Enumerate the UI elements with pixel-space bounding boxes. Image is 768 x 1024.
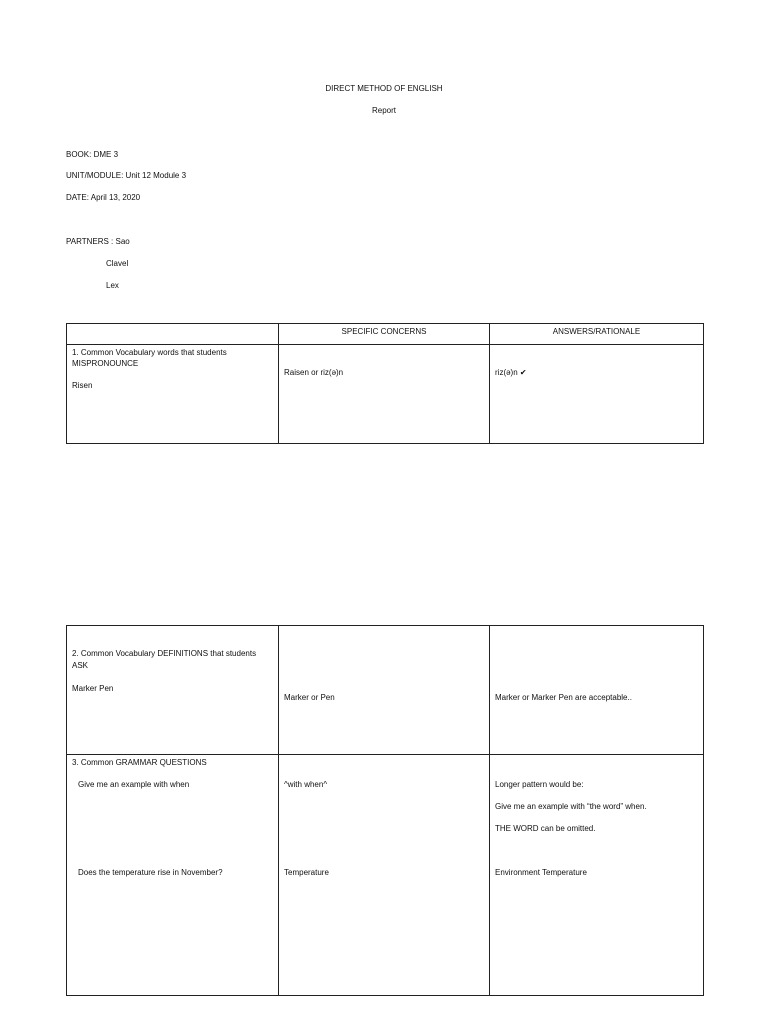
answer-text: Give me an example with “the word” when. xyxy=(495,802,647,811)
answer-text: Marker or Marker Pen are acceptable.. xyxy=(495,693,632,702)
table-row xyxy=(67,345,704,444)
grammar-question: Does the temperature rise in November? xyxy=(78,868,223,877)
answer-text: Longer pattern would be: xyxy=(495,780,584,789)
table-header-row xyxy=(67,324,704,345)
partner-name: Clavel xyxy=(106,259,129,268)
answer-text: THE WORD can be omitted. xyxy=(495,824,596,833)
table-row xyxy=(67,626,704,755)
topic-line: ASK xyxy=(72,661,89,670)
topic-line: 1. Common Vocabulary words that students xyxy=(72,348,227,357)
document-title: DIRECT METHOD OF ENGLISH xyxy=(325,84,443,93)
table-header-specific-concerns: SPECIFIC CONCERNS xyxy=(279,324,490,345)
answer-cell xyxy=(490,345,704,444)
concerns-table-2 xyxy=(66,625,704,996)
answer-text: riz(ə)n ✔ xyxy=(495,368,527,377)
concern-text: Raisen or riz(ə)n xyxy=(284,368,344,377)
table-header-answers: ANSWERS/RATIONALE xyxy=(490,324,704,345)
answer-cell xyxy=(490,626,704,755)
concern-text: Temperature xyxy=(284,868,329,877)
concern-text: ^with when^ xyxy=(284,780,328,789)
answer-text: Environment Temperature xyxy=(495,868,587,877)
partners-line: PARTNERS : Sao xyxy=(66,237,130,246)
vocab-word: Marker Pen xyxy=(72,684,114,693)
answer-cell xyxy=(490,755,704,996)
concern-cell xyxy=(279,626,490,755)
book-line: BOOK: DME 3 xyxy=(66,150,119,159)
concern-cell xyxy=(279,345,490,444)
topic-line: MISPRONOUNCE xyxy=(72,359,139,368)
topic-line: 2. Common Vocabulary DEFINITIONS that students xyxy=(72,649,257,658)
topic-cell xyxy=(67,755,279,996)
grammar-question: Give me an example with when xyxy=(78,780,190,789)
document-subtitle: Report xyxy=(371,106,396,115)
partner-name: Lex xyxy=(106,281,119,290)
topic-cell xyxy=(67,626,279,755)
unit-line: UNIT/MODULE: Unit 12 Module 3 xyxy=(66,171,187,180)
date-line: DATE: April 13, 2020 xyxy=(66,193,141,202)
vocab-word: Risen xyxy=(72,381,93,390)
concern-cell xyxy=(279,755,490,996)
table-row xyxy=(67,755,704,996)
table-header-cell xyxy=(67,324,279,345)
concern-text: Marker or Pen xyxy=(284,693,335,702)
topic-line: 3. Common GRAMMAR QUESTIONS xyxy=(72,758,207,767)
concerns-table-1 xyxy=(66,323,704,444)
topic-cell xyxy=(67,345,279,444)
